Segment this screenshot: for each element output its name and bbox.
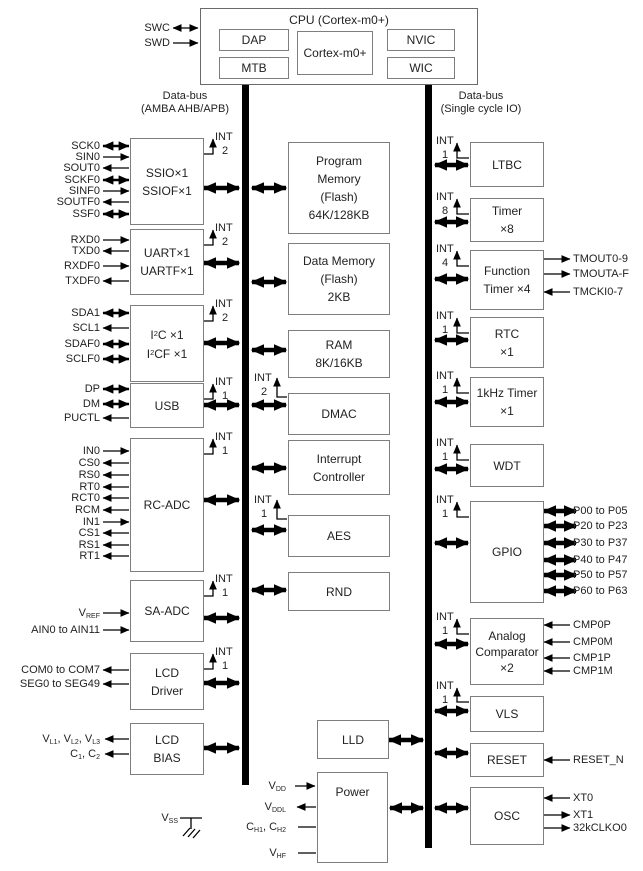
signal-sda1: SDA1: [71, 307, 100, 319]
signal-rs1: RS1: [78, 539, 100, 551]
int-label-lcddriver: INT: [215, 646, 233, 658]
int-count-dmac: 2: [261, 386, 268, 398]
osc-block: OSC: [470, 787, 544, 845]
signal-c12: C1, C2: [70, 748, 100, 761]
data-memory-block: Data Memory (Flash) 2KB: [288, 243, 390, 315]
signal-rt0: RT0: [79, 481, 100, 493]
timer-block: Timer ×8: [470, 198, 544, 242]
reset-block: RESET: [470, 743, 544, 777]
lcd-bias-block: LCD BIAS: [130, 723, 204, 775]
signal-vhf: VHF: [269, 847, 286, 860]
int-label-aes: INT: [254, 494, 272, 506]
signal-ch: CH1, CH2: [246, 821, 286, 834]
signal-rct0: RCT0: [71, 492, 100, 504]
signal-dp: DP: [84, 383, 100, 395]
int-count-lcddriver: 1: [222, 660, 229, 672]
power-block: Power: [317, 772, 388, 863]
ahb-apb-bus: [242, 85, 249, 785]
signal-tmouta-f: TMOUTA-F: [573, 268, 630, 280]
int-count-ltbc: 1: [442, 149, 449, 161]
signal-swd: SWD: [144, 37, 170, 49]
int-count-wdt: 1: [442, 451, 449, 463]
int-count-usb: 1: [222, 390, 229, 402]
1khz-timer-block: 1kHz Timer ×1: [470, 377, 544, 427]
int-count-gpio: 1: [442, 508, 449, 520]
function-timer-block: Function Timer ×4: [470, 250, 544, 310]
int-count-rtc: 1: [442, 324, 449, 336]
int-label-rtc: INT: [436, 310, 454, 322]
signal-vl: VL1, VL2, VL3: [42, 733, 100, 746]
signal-cmp0p: CMP0P: [573, 619, 611, 631]
signal-tmcki0-7: TMCKI0-7: [573, 286, 624, 298]
signal-rs0: RS0: [78, 469, 100, 481]
signal-p20-p23: P20 to P23: [573, 520, 628, 532]
aes-block: AES: [288, 515, 390, 557]
program-memory-block: Program Memory (Flash) 64K/128KB: [288, 142, 390, 234]
signal-in0: IN0: [82, 445, 100, 457]
pin-arrows-bidir: [103, 146, 129, 404]
signal-sinf0: SINF0: [68, 185, 100, 197]
usb-block: USB: [130, 383, 204, 428]
signal-ain: AIN0 to AIN11: [31, 624, 100, 636]
int-label-rcadc: INT: [215, 431, 233, 443]
signal-vddl: VDDL: [264, 801, 286, 814]
wic-block: WIC: [387, 57, 455, 79]
int-label-usb: INT: [215, 376, 233, 388]
int-label-khz: INT: [436, 370, 454, 382]
int-count-saadc: 1: [222, 587, 229, 599]
signal-cmp1p: CMP1P: [573, 652, 611, 664]
signal-vdd: VDD: [268, 780, 286, 793]
int-label-i2c: INT: [215, 298, 233, 310]
signal-reset-n: RESET_N: [573, 754, 624, 766]
signal-ssf0: SSF0: [72, 208, 100, 220]
signal-rt1: RT1: [79, 550, 100, 562]
nvic-block: NVIC: [387, 29, 455, 51]
int-count-khz: 1: [442, 384, 449, 396]
sa-adc-block: SA-ADC: [130, 580, 204, 642]
gpio-block: GPIO: [470, 501, 544, 603]
signal-txdf0: TXDF0: [65, 275, 100, 287]
cpu-title: CPU (Cortex-m0+): [289, 13, 389, 27]
int-count-functimer: 4: [442, 257, 449, 269]
signal-xt1: XT1: [573, 809, 594, 821]
signal-xt0: XT0: [573, 792, 594, 804]
int-label-ssio: INT: [215, 131, 233, 143]
signal-seg: SEG0 to SEG49: [19, 678, 100, 690]
uart-block: UART×1 UARTF×1: [130, 229, 204, 295]
int-count-aes: 1: [261, 508, 268, 520]
int-label-saadc: INT: [215, 573, 233, 585]
signal-p50-p57: P50 to P57: [573, 569, 628, 581]
signal-cmp1m: CMP1M: [573, 665, 613, 677]
ssio-block: SSIO×1 SSIOF×1: [130, 138, 204, 225]
signal-in1: IN1: [82, 516, 100, 528]
int-label-acomp: INT: [436, 611, 454, 623]
wdt-block: WDT: [470, 444, 544, 487]
int-count-timer: 8: [442, 205, 449, 217]
signal-cs1: CS1: [78, 527, 100, 539]
lld-block: LLD: [317, 720, 389, 759]
dmac-block: DMAC: [288, 393, 390, 435]
int-label-ltbc: INT: [436, 135, 454, 147]
i2c-block: $I^2C \times 1$ $I^2CF \times 1$: [130, 305, 204, 382]
int-label-wdt: INT: [436, 437, 454, 449]
signal-puctl: PUCTL: [63, 412, 100, 424]
signal-tmout0-9: TMOUT0-9: [573, 253, 628, 265]
signal-txd0: TXD0: [71, 245, 100, 257]
signal-p40-p47: P40 to P47: [573, 554, 628, 566]
int-label-uart: INT: [215, 222, 233, 234]
left-bus-label: Data-bus (AMBA AHB/APB): [140, 90, 230, 115]
signal-swc: SWC: [144, 22, 170, 34]
signal-rxd0: RXD0: [70, 234, 100, 246]
cortex-m0plus-block: Cortex-m0+: [297, 31, 373, 75]
vls-block: VLS: [470, 696, 544, 732]
int-label-functimer: INT: [436, 243, 454, 255]
signal-vss: VSS: [161, 812, 178, 825]
rtc-block: RTC ×1: [470, 317, 544, 368]
signal-scl1: SCL1: [72, 322, 100, 334]
signal-com: COM0 to COM7: [21, 664, 100, 676]
int-label-gpio: INT: [436, 494, 454, 506]
signal-32kclko0: 32kCLKO0: [573, 822, 627, 834]
analog-comparator-block: Analog Comparator ×2: [470, 618, 544, 685]
int-label-dmac: INT: [254, 372, 272, 384]
int-count-ssio: 2: [222, 145, 229, 157]
signal-soutf0: SOUTF0: [56, 196, 100, 208]
int-label-timer: INT: [436, 191, 454, 203]
int-count-acomp: 1: [442, 625, 449, 637]
ltbc-block: LTBC: [470, 142, 544, 187]
mtb-block: MTB: [219, 57, 289, 79]
signal-sin0: SIN0: [75, 151, 100, 163]
signal-sclf0: SCLF0: [65, 353, 100, 365]
signal-cs0: CS0: [78, 457, 100, 469]
ground-symbol: [180, 818, 202, 838]
signal-dm: DM: [82, 398, 100, 410]
interrupt-controller-block: Interrupt Controller: [288, 440, 390, 495]
int-count-rcadc: 1: [222, 445, 229, 457]
rnd-block: RND: [288, 572, 390, 611]
rc-adc-block: RC-ADC: [130, 438, 204, 572]
signal-rxdf0: RXDF0: [63, 260, 100, 272]
int-count-vls: 1: [442, 694, 449, 706]
signal-cmp0m: CMP0M: [573, 636, 613, 648]
signal-p60-p63: P60 to P63: [573, 585, 628, 597]
signal-sout0: SOUT0: [63, 162, 100, 174]
signal-vref: VREF: [78, 607, 100, 620]
ram-block: RAM 8K/16KB: [288, 330, 390, 378]
lcd-driver-block: LCD Driver: [130, 653, 204, 710]
right-bus-label: Data-bus (Single cycle IO): [440, 90, 522, 115]
int-count-uart: 2: [222, 236, 229, 248]
single-cycle-io-bus: [425, 85, 432, 848]
int-label-vls: INT: [436, 680, 454, 692]
signal-rcm: RCM: [74, 504, 100, 516]
signal-sdaf0: SDAF0: [64, 338, 100, 350]
signal-p30-p37: P30 to P37: [573, 537, 628, 549]
signal-sck0: SCK0: [71, 140, 100, 152]
signal-p00-p05: P00 to P05: [573, 505, 628, 517]
dap-block: DAP: [219, 29, 289, 51]
cpu-block: [200, 8, 478, 85]
int-count-i2c: 2: [222, 312, 229, 324]
signal-sckf0: SCKF0: [64, 174, 100, 186]
